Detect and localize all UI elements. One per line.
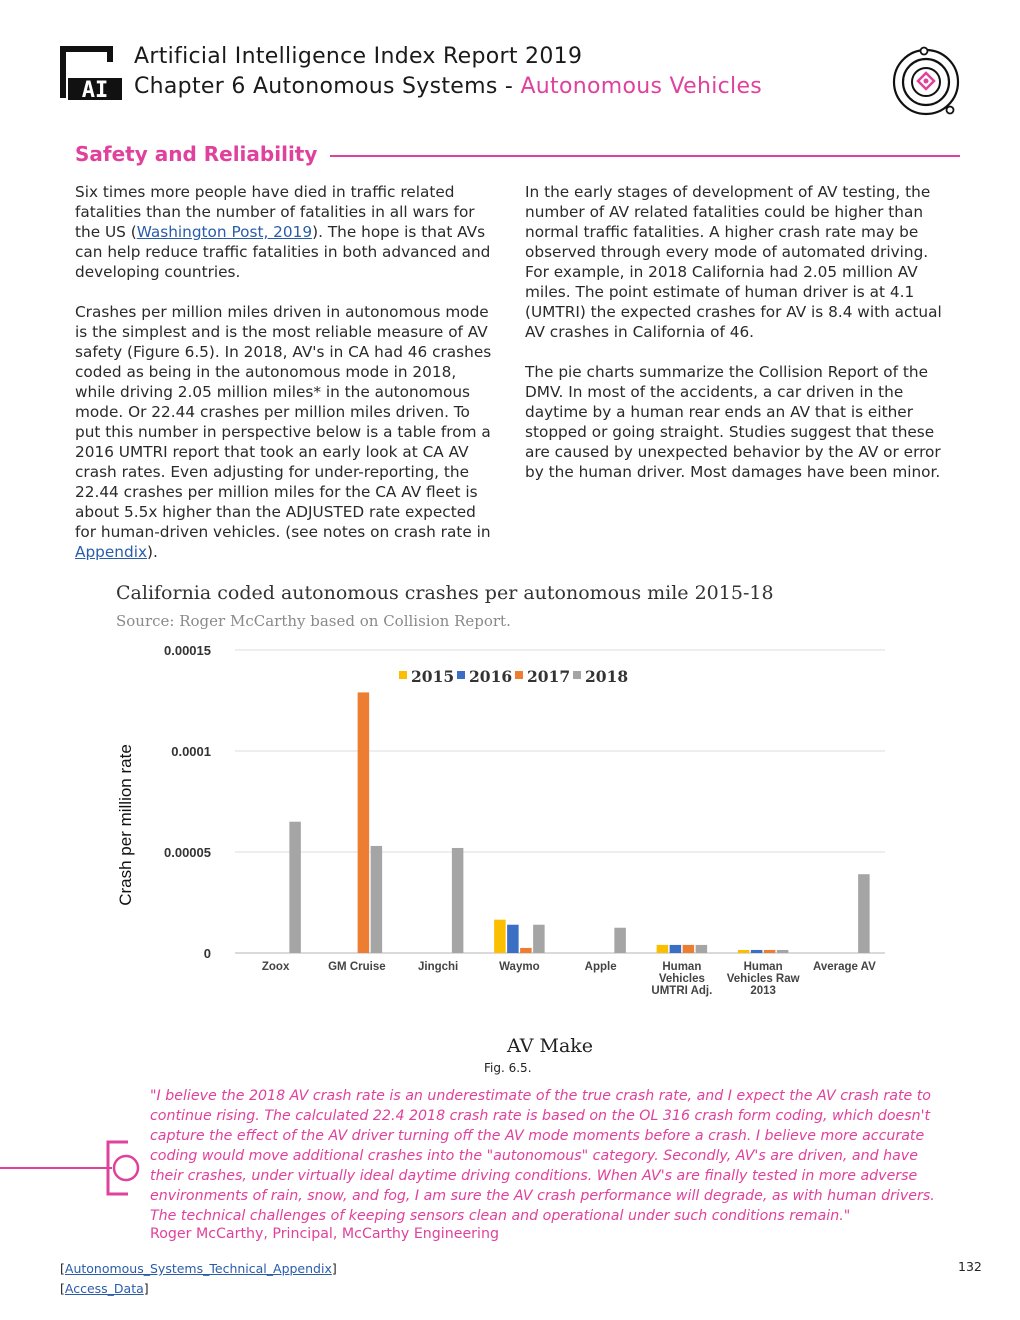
bar-2018 xyxy=(452,848,464,953)
bar-2016 xyxy=(670,945,682,953)
quote-author: Roger McCarthy, Principal, McCarthy Engineering xyxy=(150,1226,499,1242)
svg-text:AI: AI xyxy=(81,78,109,102)
washington-post-link[interactable]: Washington Post, 2019 xyxy=(136,223,313,241)
chapter-title-prefix: Chapter 6 Autonomous Systems - xyxy=(134,74,521,99)
chart-gridlines xyxy=(235,650,885,953)
bar-2015 xyxy=(738,950,750,953)
y-tick-label: 0.00015 xyxy=(164,643,211,658)
chart-subtitle: Source: Roger McCarthy based on Collision Report. xyxy=(116,612,511,630)
bar-2017 xyxy=(683,945,695,953)
x-category-label: Vehicles xyxy=(658,973,705,985)
y-tick-label: 0.0001 xyxy=(171,744,211,759)
chart-title: California coded autonomous crashes per autonomous mile 2015-18 xyxy=(116,582,774,604)
x-category-label: UMTRI Adj. xyxy=(651,985,713,997)
y-tick-label: 0.00005 xyxy=(164,845,211,860)
right-paragraph-1: In the early stages of development of AV testing, the number of AV related fatalities could be higher than normal traffic fatalities. A higher crash rate may be observed through every mode of automated driving. For example, in 2018 California had 2.05 million AV miles. The point estimate of human driver is at 4.1 (UMTRI) the expected crashes for AV is 8.4 with actual AV crashes in California of 46. xyxy=(525,183,942,341)
technical-appendix-link[interactable]: Autonomous_Systems_Technical_Appendix xyxy=(64,1261,332,1276)
chapter-title xyxy=(134,74,762,99)
x-category-label: Apple xyxy=(584,961,617,973)
bar-2018 xyxy=(696,945,708,953)
right-paragraph-2: The pie charts summarize the Collision Report of the DMV. In most of the accidents, a car driven in the daytime by a human rear ends an AV that is either stopped or going straight. Studies suggest that these are caused by unexpected behavior by the AV or error by the human driver. Most damages have been minor. xyxy=(525,363,941,481)
right-column xyxy=(525,182,945,502)
x-category-label: Zoox xyxy=(261,961,290,973)
chart-x-axis-label: AV Make xyxy=(506,1035,594,1057)
footer-links: [Autonomous_Systems_Technical_Appendix] [Access_Data] xyxy=(60,1261,337,1296)
x-category-label: Average AV xyxy=(812,961,876,973)
bar-2016 xyxy=(751,950,763,953)
bar-2017 xyxy=(764,950,776,953)
orbit-emblem-icon xyxy=(888,44,964,120)
legend-swatch xyxy=(399,671,407,679)
chart-y-axis-label: Crash per million rate xyxy=(116,744,135,906)
x-category-label: Human xyxy=(662,961,702,973)
legend-label: 2016 xyxy=(469,667,513,686)
appendix-link[interactable]: Appendix xyxy=(75,543,148,561)
section-title: Safety and Reliability xyxy=(75,142,318,166)
section-divider xyxy=(330,155,960,157)
chart-x-categories xyxy=(262,961,876,997)
x-category-label: Human xyxy=(743,961,783,973)
chart-bars xyxy=(289,692,869,953)
quote-bracket-icon xyxy=(0,1138,150,1198)
legend-label: 2015 xyxy=(411,667,455,686)
y-tick-label: 0 xyxy=(203,946,211,961)
bar-2018 xyxy=(858,874,870,953)
legend-label: 2017 xyxy=(527,667,571,686)
x-category-label: Vehicles Raw xyxy=(726,973,800,985)
bar-2017 xyxy=(520,948,532,953)
crash-rate-chart xyxy=(0,630,1020,1070)
bar-2015 xyxy=(494,920,506,953)
legend-label: 2018 xyxy=(585,667,629,686)
left-paragraph-2: Crashes per million miles driven in autonomous mode is the simplest and is the most reliable measure of AV safety (Figure 6.5). In 2018, AV's in CA had 46 crashes coded as being in the autonomous mode in 2018, while driving 2.05 million miles* in the autonomous mode. Or 22.44 crashes per million miles driven. To put this number in perspective below is a table from a 2016 UMTRI report that took an early look at CA AV crash rates. Even adjusting for under-reporting, the 22.44 crashes per million miles for the CA AV fleet is about 5.5x higher than the ADJUSTED rate expected for human-driven vehicles. (see notes on crash rate in Appendix). xyxy=(75,303,492,561)
x-category-label: Jingchi xyxy=(417,961,459,973)
chart-y-ticks xyxy=(164,643,211,961)
access-data-link[interactable]: Access_Data xyxy=(64,1281,144,1296)
quote-text: "I believe the 2018 AV crash rate is an underestimate of the true crash rate, and I expect the AV crash rate to continue rising. The calculated 22.4 2018 crash rate is based on the OL 316 crash form coding, which doesn't capture the effect of the AV driver turning off the AV mode moments before a crash. I believe more accurate coding would move additional crashes into the "autonomous" category. Secondly, AV's are driven, and have their crashes, under virtually ideal daytime driving conditions. When AV's are finally tested in more adverse environments of rain, snow, and fog, I am sure the AV crash performance will degrade, as with human drivers. The technical challenges of keeping sensors clean and operational under such conditions remain." xyxy=(150,1088,935,1224)
bar-2018 xyxy=(614,928,626,953)
chart-legend xyxy=(399,667,628,686)
figure-caption: Fig. 6.5. xyxy=(484,1061,532,1075)
x-category-label: 2013 xyxy=(750,985,776,997)
legend-swatch xyxy=(457,671,465,679)
bar-2018 xyxy=(777,950,789,953)
bar-2016 xyxy=(507,925,519,953)
legend-swatch xyxy=(573,671,581,679)
report-title: Artificial Intelligence Index Report 2019 xyxy=(134,44,583,69)
left-column xyxy=(75,182,495,582)
bar-2015 xyxy=(657,945,669,953)
page-number: 132 xyxy=(958,1259,982,1274)
bar-2017 xyxy=(358,692,370,953)
x-category-label: GM Cruise xyxy=(328,961,386,973)
ai-index-logo xyxy=(60,46,124,102)
left-paragraph-1: Six times more people have died in traffic related fatalities than the number of fatalities in all wars for the US (Washington Post, 2019). The hope is that AVs can help reduce traffic fatalities in both advanced and developing countries. xyxy=(75,183,491,281)
bar-2018 xyxy=(289,822,301,953)
chapter-title-highlight: Autonomous Vehicles xyxy=(520,74,763,99)
bar-2018 xyxy=(371,846,383,953)
legend-swatch xyxy=(515,671,523,679)
x-category-label: Waymo xyxy=(499,961,540,973)
bar-2018 xyxy=(533,925,545,953)
